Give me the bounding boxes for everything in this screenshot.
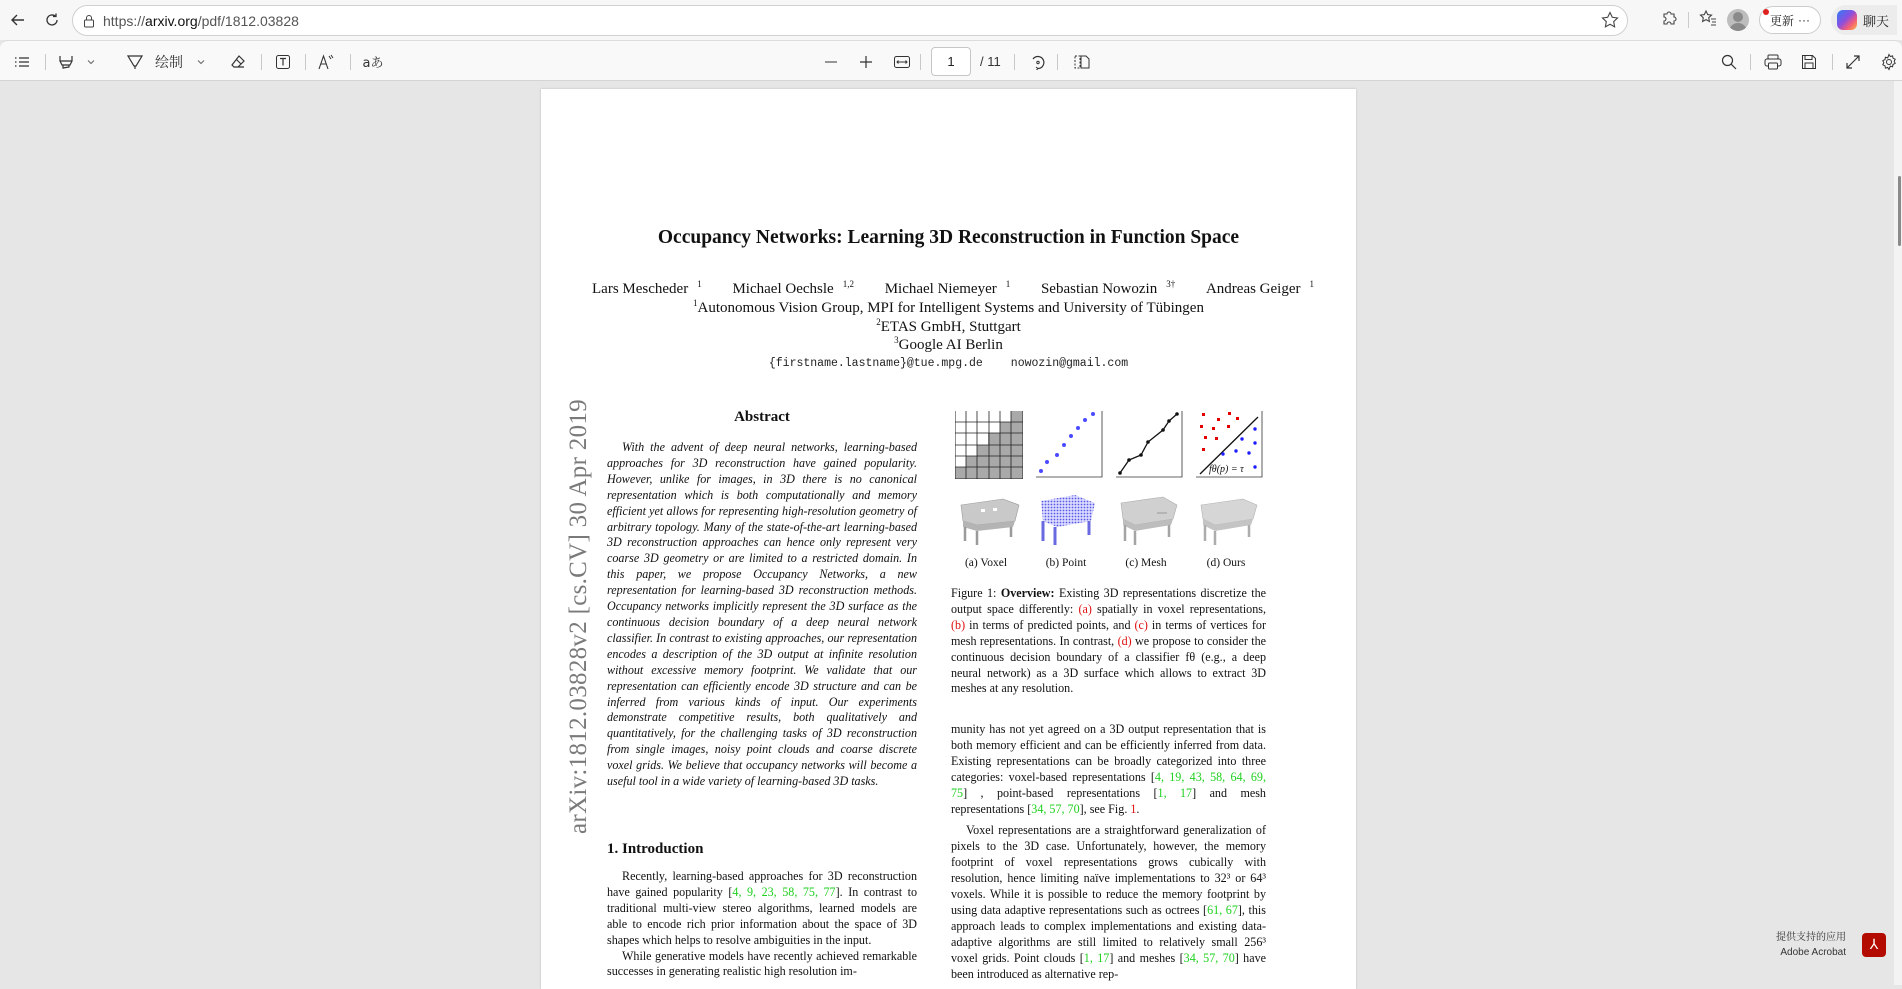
- svg-text:fθ(p) = τ: fθ(p) = τ: [1209, 464, 1244, 475]
- chevron-down-icon: [197, 59, 205, 65]
- draw-label[interactable]: 绘制: [155, 53, 183, 70]
- vertical-scrollbar[interactable]: [1894, 81, 1902, 985]
- divider: [261, 54, 262, 70]
- lock-icon: [83, 14, 95, 28]
- puzzle-icon: [1660, 9, 1678, 27]
- author: Andreas Geiger $^1$: [1205, 279, 1314, 297]
- draw-dropdown[interactable]: [194, 41, 208, 82]
- abstract-text: With the advent of deep neural networks, learning-based approaches for 3D reconstruction have gained popularity. However, unlike for images, in 3D there is no canonical representation which is both computationally and memory efficient yet allows for representing high-resolution geometry of arbitrary topology. Many of the state-of-the-art learning-based 3D reconstruction approaches can hence only represent very coarse 3D geometry or are limited to a restricted domain. In this paper, we propose Occupancy Networks, a new representation for learning-based 3D reconstruction methods. Occupancy networks implicitly represent the 3D surface as the continuous decision boundary of a deep neural network classifier. In contrast to existing approaches, our representation encodes a description of the 3D output at infinite resolution without excessive memory footprint. We validate that our representation can efficiently encode 3D structure and can be inferred from various kinds of input. Our experiments demonstrate competitive results, both qualitatively and quantitatively, for the challenging tasks of 3D reconstruction from single images, noisy point clouds and coarse discrete voxel grids. We believe that occupancy networks will become a useful tool in a wide variety of learning-based 3D tasks.: [607, 440, 917, 789]
- pdf-page: [541, 89, 1356, 989]
- author: Michael Niemeyer $^1$: [884, 279, 1011, 297]
- highlight-button[interactable]: [56, 41, 76, 82]
- star-icon: [1601, 11, 1619, 29]
- figure-1-subcaptions: [946, 557, 1266, 569]
- divider: [350, 54, 351, 70]
- zoom-in-button[interactable]: [855, 41, 877, 82]
- search-icon: [1721, 54, 1737, 70]
- refresh-button[interactable]: [36, 4, 68, 36]
- voxel-bench-render: [955, 491, 1023, 551]
- chevron-down-icon: [87, 59, 95, 65]
- figure-ref-link[interactable]: 1: [1130, 801, 1137, 816]
- subcaption: (c) Mesh: [1125, 557, 1167, 569]
- translate-button[interactable]: [360, 41, 386, 82]
- browser-toolbar: [0, 0, 1902, 40]
- back-button[interactable]: [2, 4, 34, 36]
- page-view-icon: [1074, 55, 1090, 69]
- point-cloud-diagram: [1035, 411, 1103, 479]
- rotate-icon: [1030, 54, 1046, 70]
- highlight-dropdown[interactable]: [84, 41, 98, 82]
- extensions-button[interactable]: [1660, 9, 1678, 32]
- mesh-diagram: [1115, 411, 1183, 479]
- divider: [1832, 54, 1833, 70]
- voxel-grid-diagram: [955, 411, 1023, 479]
- back-arrow-icon: [10, 12, 26, 28]
- notification-dot: [1763, 9, 1769, 15]
- copilot-icon: [1837, 10, 1857, 30]
- draw-pen-button[interactable]: [124, 41, 146, 82]
- figure-ref-link[interactable]: (b): [951, 617, 966, 632]
- adobe-acrobat-icon[interactable]: ⅄: [1862, 933, 1886, 957]
- contents-button[interactable]: [10, 41, 34, 82]
- affiliation: $^2$ETAS GmbH, Stuttgart: [876, 317, 1021, 335]
- figure-ref-link[interactable]: (d): [1117, 633, 1132, 648]
- zoom-out-button[interactable]: [820, 41, 842, 82]
- translate-icon: aあ: [362, 56, 384, 71]
- abstract-section: [607, 409, 917, 790]
- right-column-text: munity has not yet agreed on a 3D output representation that is both memory efficient and can be efficiently inferred from data. Existing representations can be broadly categorized into three categories: voxel-based representations [4, 19, 43, 58, 64, 69, 75] , point-based representations [1, 17] and mesh representations [34, 57, 70], see Fig. 1. Voxel representations are a straightforward generalization of pixels to the 3D case. Unfortunately, however, the memory footprint of voxel representations grows cubically with resolution, hence limiting naïve implementations to 32³ or 64³ voxels. While it is possible to reduce the memory footprint by using data adaptive representations such as octrees [61, 67], this approach leads to complex implementations and existing data-adaptive algorithms are still limited to relatively small 256³ voxel grids. Point clouds [1, 17] and meshes [34, 57, 70] have been introduced as alternative rep-: [951, 722, 1266, 981]
- citation-link[interactable]: 34, 57, 70: [1031, 801, 1080, 816]
- subcaption: (a) Voxel: [964, 557, 1008, 569]
- acrobat-powered-by-badge[interactable]: 提供支持的应用 Adobe Acrobat: [1776, 932, 1846, 958]
- add-text-button[interactable]: [272, 41, 294, 82]
- author: Lars Mescheder $^1$: [592, 279, 702, 297]
- affiliation: $^3$Google AI Berlin: [894, 335, 1003, 353]
- url-text: https://arxiv.org/pdf/1812.03828: [103, 12, 299, 29]
- divider: [920, 54, 921, 70]
- introduction-heading: 1. Introduction: [607, 841, 704, 857]
- author: Sebastian Nowozin $^{3\dagger}$: [1040, 279, 1176, 297]
- citation-link[interactable]: 1, 17: [1157, 785, 1193, 800]
- subcaption: (d) Ours: [1206, 557, 1246, 569]
- pen-icon: [127, 54, 143, 70]
- rotate-button[interactable]: [1026, 41, 1050, 82]
- expand-icon: [1845, 54, 1861, 70]
- author-emails: {firstname.lastname}@tue.mpg.de nowozin@gmail.com: [768, 357, 1129, 370]
- gear-icon: [1880, 53, 1898, 71]
- occupancy-decision-boundary-diagram: [1195, 411, 1263, 479]
- update-button[interactable]: 更新 ···: [1759, 6, 1821, 34]
- figure-1-caption: Figure 1: Overview: Existing 3D representations discretize the output space differently: (a) spatially in voxel representations, (b) in terms of predicted points, and (c) in terms of vertices for mesh representations. In contrast, (d) we propose to consider the continuous decision boundary of a classifier fθ (e.g., a deep neural network) as a 3D surface which allows to extract 3D meshes at any resolution.: [951, 586, 1267, 696]
- author-list: [541, 279, 1356, 298]
- address-bar[interactable]: [72, 5, 1628, 36]
- affiliation: $^1$Autonomous Vision Group, MPI for Intelligent Systems and University of Tübingen: [693, 298, 1204, 316]
- divider: [1014, 54, 1015, 70]
- plus-icon: [860, 56, 872, 68]
- favorites-button[interactable]: [1699, 9, 1717, 32]
- introduction-text: Recently, learning-based approaches for 3D reconstruction have gained popularity [4, 9, 23, 58, 75, 77]. In contrast to traditional multi-view stereo algorithms, learned models are able to encode rich prior information about the space of 3D shapes which helps to resolve ambiguities in the input. While generative models have recently achieved remarkable successes in generating realistic high resolution im-: [607, 869, 918, 979]
- search-button[interactable]: [1718, 41, 1740, 82]
- page-view-button[interactable]: [1070, 41, 1094, 82]
- list-icon: [14, 55, 30, 69]
- favorite-star-button[interactable]: [1601, 11, 1619, 34]
- point-bench-render: [1035, 491, 1103, 551]
- author: Michael Oechsle $^{1,2}$: [732, 279, 854, 297]
- copilot-chat-button[interactable]: 聊天: [1831, 5, 1897, 35]
- fit-width-button[interactable]: [890, 41, 914, 82]
- citation-link[interactable]: 4, 19, 43, 58, 64, 69, 75: [951, 769, 1266, 800]
- paper-title: Occupancy Networks: Learning 3D Reconstruction in Function Space: [657, 227, 1240, 248]
- read-aloud-icon: [318, 54, 336, 70]
- citation-link[interactable]: 34, 57, 70: [1183, 950, 1235, 965]
- minus-icon: [825, 61, 837, 63]
- printer-icon: [1764, 54, 1782, 70]
- favorites-list-icon: [1699, 9, 1717, 27]
- subcaption: (b) Point: [1045, 557, 1087, 569]
- fullscreen-button[interactable]: [1842, 41, 1864, 82]
- divider: [305, 54, 306, 70]
- pdf-toolbar: [0, 40, 1902, 81]
- profile-avatar[interactable]: [1727, 9, 1749, 31]
- divider: [1057, 54, 1058, 70]
- save-button[interactable]: [1798, 41, 1820, 82]
- figure-ref-link[interactable]: (c): [1134, 617, 1148, 632]
- fit-width-icon: [894, 56, 910, 68]
- print-button[interactable]: [1762, 41, 1784, 82]
- figure-ref-link[interactable]: (a): [1078, 601, 1092, 616]
- scrollbar-thumb[interactable]: [1898, 176, 1901, 246]
- citation-link[interactable]: 4, 9, 23, 58, 75, 77: [732, 884, 836, 899]
- figure-1-bench-renders: [955, 491, 1263, 551]
- divider: [1750, 54, 1751, 70]
- text-box-icon: [275, 54, 291, 70]
- read-aloud-button[interactable]: [316, 41, 338, 82]
- divider: [45, 54, 46, 70]
- eraser-button[interactable]: [227, 41, 249, 82]
- highlighter-icon: [58, 54, 74, 70]
- abstract-heading: Abstract: [734, 409, 790, 425]
- citation-link[interactable]: 1, 17: [1083, 950, 1110, 965]
- eraser-icon: [230, 54, 246, 70]
- ours-bench-render: [1195, 491, 1263, 551]
- arxiv-identifier-stamp: arXiv:1812.03828v2 [cs.CV] 30 Apr 2019: [565, 399, 592, 834]
- mesh-bench-render: [1115, 491, 1183, 551]
- settings-button[interactable]: [1878, 41, 1900, 82]
- figure-1-diagrams: [955, 411, 1263, 479]
- divider: [1688, 12, 1689, 28]
- save-disk-icon: [1801, 54, 1817, 70]
- citation-link[interactable]: 61, 67: [1207, 902, 1238, 917]
- page-total: / 11: [980, 54, 1001, 69]
- refresh-icon: [44, 12, 60, 28]
- page-number-input[interactable]: 1: [931, 47, 971, 76]
